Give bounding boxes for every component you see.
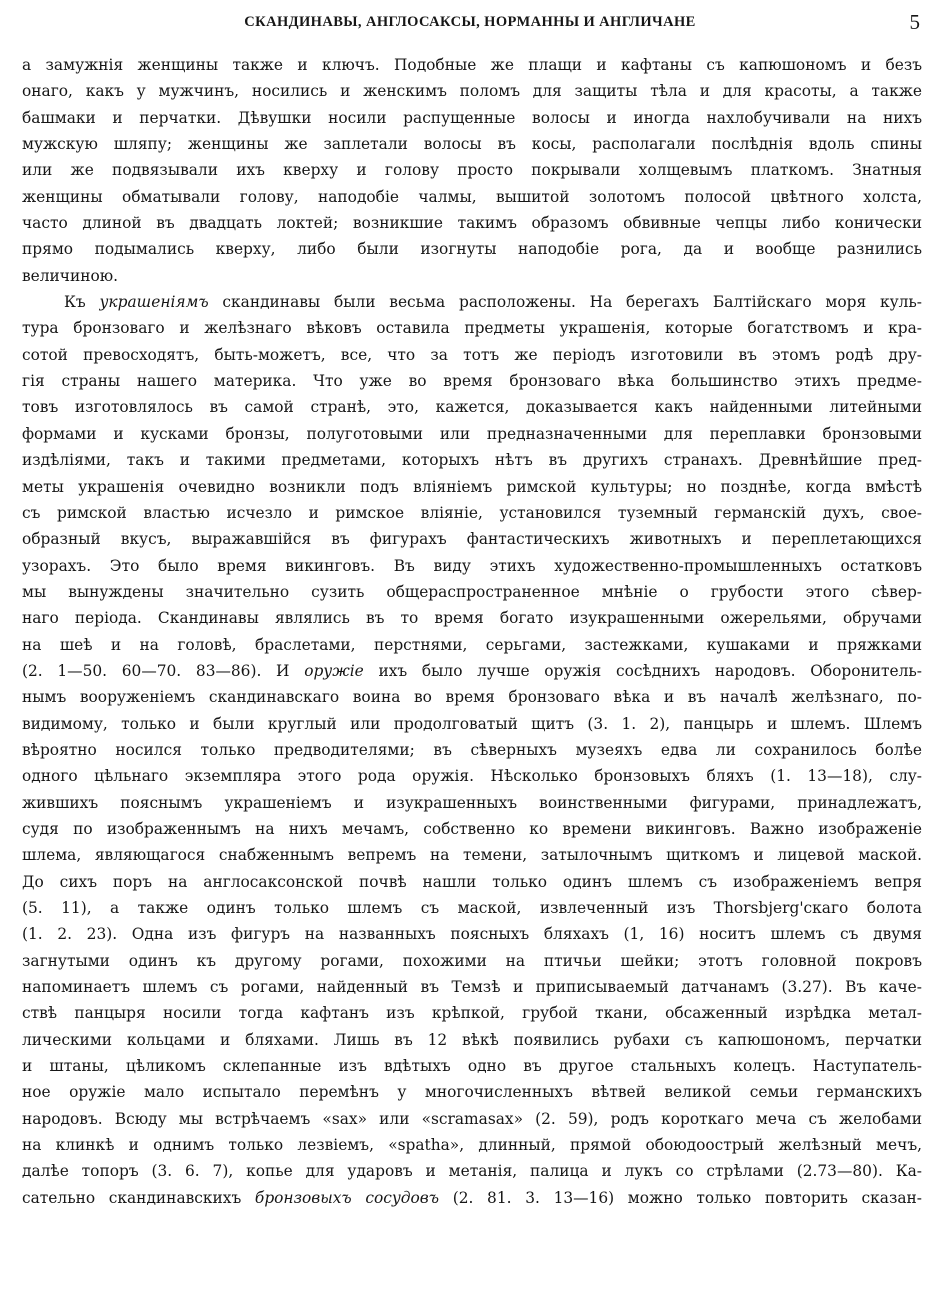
- running-title: СКАНДИНАВЫ, АНГЛОСАКСЫ, НОРМАННЫ И АНГЛИЧАНЕ: [244, 14, 696, 30]
- text-line: [22, 526, 922, 552]
- text-line: [22, 605, 922, 631]
- text-line: [22, 1158, 922, 1184]
- text-run: До сихъ поръ на англосаксонской почвѣ нашли только одинъ шлемъ съ изображеніемъ вепря: [22, 872, 922, 891]
- text-run: (2. 1—50. 60—70. 83—86). И: [22, 661, 305, 680]
- text-run: или же подвязывали ихъ кверху и голову просто покрывали холщевымъ платкомъ. Знатныя: [22, 161, 922, 180]
- text-run: шлема, являющагося снабженнымъ вепремъ на темени, затылочнымъ щиткомъ и лицевой маской.: [22, 846, 922, 865]
- text-run: судя по изображеннымъ на нихъ мечамъ, собственно ко времени викинговъ. Важно изображеніе: [22, 819, 922, 838]
- text-line: [22, 842, 922, 868]
- text-line: [22, 421, 922, 447]
- body-text: [22, 52, 922, 1211]
- text-line: [22, 210, 922, 236]
- text-run: видимому, только и были круглый или продолговатый щитъ (3. 1. 2), панцырь и шлемъ. Шлемъ: [22, 714, 922, 733]
- text-run: мужскую шляпу; женщины же заплетали волосы въ косы, располагали послѣднія вдоль спины: [22, 135, 922, 154]
- text-line: [22, 711, 922, 737]
- text-run: прямо подымались кверху, либо были изогнуты наподобіе рога, да и вообще разнились: [22, 240, 922, 259]
- text-line: [22, 553, 922, 579]
- text-line: [22, 816, 922, 842]
- text-run: и штаны, цѣликомъ склепанные изъ вдѣтыхъ одно въ другое стальныхъ колецъ. Наступатель-: [22, 1057, 922, 1076]
- text-line: [22, 78, 922, 104]
- text-run: народовъ. Всюду мы встрѣчаемъ «sax» или «scramasax» (2. 59), родъ короткаго меча съ желобами: [22, 1109, 922, 1128]
- text-line: [22, 368, 922, 394]
- text-line: [22, 658, 922, 684]
- text-line: [22, 236, 922, 262]
- text-run: загнутыми одинъ къ другому рогами, похожими на птичьи шейки; этотъ головной покровъ: [22, 951, 922, 970]
- text-line: [22, 684, 922, 710]
- text-line: [22, 447, 922, 473]
- text-line: [22, 1132, 922, 1158]
- text-run: узорахъ. Это было время викинговъ. Въ виду этихъ художественно-промышленныхъ остатковъ: [22, 556, 922, 575]
- emphasized-term: бронзовыхъ сосудовъ: [254, 1188, 440, 1207]
- text-run: а замужнія женщины также и ключъ. Подобные же плащи и кафтаны съ капюшономъ и безъ: [22, 56, 922, 74]
- text-run: далѣе топоръ (3. 6. 7), копье для ударовъ и метанія, палица и лукъ со стрѣлами (2.73—80). Ка-: [22, 1162, 922, 1181]
- text-run: (5. 11), а также одинъ только шлемъ съ маской, извлеченный изъ Thorsbjerg'скаго болота: [22, 899, 922, 917]
- running-header: [20, 10, 920, 38]
- text-run: часто длиной въ двадцать локтей; возникшие такимъ образомъ обвивные чепцы либо конически: [22, 214, 922, 233]
- text-line: [22, 790, 922, 816]
- text-line: [22, 737, 922, 763]
- text-run: сотой превосходятъ, быть-можетъ, все, что за тотъ же періодъ изготовили въ этомъ родѣ дру-: [22, 345, 922, 364]
- text-run: наго періода. Скандинавы являлись въ то время богато изукрашенными ожерельями, обручами: [22, 609, 922, 628]
- text-line: [22, 948, 922, 974]
- text-run: гія страны нашего материка. Что уже во время бронзоваго вѣка большинство этихъ предме-: [22, 372, 922, 391]
- text-line: [22, 1106, 922, 1132]
- emphasized-term: украшеніямъ: [99, 293, 209, 312]
- text-run: башмаки и перчатки. Дѣвушки носили распущенные волосы и иногда нахлобучивали на нихъ: [22, 108, 922, 127]
- text-line: [22, 157, 922, 183]
- text-run: мы вынуждены значительно сузить общераспространенное мнѣніе о грубости этого сѣвер-: [22, 582, 922, 601]
- text-run: тура бронзоваго и желѣзнаго вѣковъ оставила предметы украшенія, которые богатствомъ и кра-: [22, 319, 922, 338]
- text-run: образный вкусъ, выражавшійся въ фигурахъ фантастическихъ животныхъ и переплетающихся: [22, 530, 922, 549]
- text-run: Къ: [64, 293, 100, 312]
- text-run: одного цѣльнаго экземпляра этого рода оружія. Нѣсколько бронзовыхъ бляхъ (1. 13—18), слу-: [22, 767, 922, 786]
- text-run: (2. 81. 3. 13—16) можно только повторить сказан-: [439, 1188, 922, 1207]
- text-line: [22, 579, 922, 605]
- text-line: [22, 921, 922, 947]
- text-run: вѣроятно носился только предводителями; въ сѣверныхъ музеяхъ едва ли сохранилось болѣе: [22, 740, 922, 759]
- text-line: [22, 1079, 922, 1105]
- text-run: величиною.: [22, 266, 119, 285]
- text-line: [22, 974, 922, 1000]
- text-line: [22, 52, 922, 78]
- paragraph: [22, 289, 922, 1211]
- text-line: [22, 1185, 922, 1211]
- text-run: напоминаетъ шлемъ съ рогами, найденный въ Темзѣ и приписываемый датчанамъ (3.27). Въ каче-: [22, 978, 922, 997]
- text-run: ствѣ панцыря носили тогда кафтанъ изъ крѣпкой, грубой ткани, обсаженный изрѣдка метал-: [22, 1004, 922, 1023]
- text-line: [22, 763, 922, 789]
- text-run: издѣліями, такъ и такими предметами, которыхъ нѣтъ въ другихъ странахъ. Древнѣйшие пред-: [22, 451, 922, 470]
- text-line: [22, 869, 922, 895]
- text-run: товъ изготовлялось въ самой странѣ, это, кажется, доказывается какъ найденными литейными: [22, 398, 922, 417]
- text-line: [22, 500, 922, 526]
- text-line: [22, 105, 922, 131]
- text-run: онаго, какъ у мужчинъ, носились и женскимъ поломъ для защиты тѣла и для красоты, а также: [22, 82, 922, 101]
- text-line: [22, 1053, 922, 1079]
- text-line: [22, 289, 922, 315]
- text-line: [22, 131, 922, 157]
- text-run: (1. 2. 23). Одна изъ фигуръ на названныхъ поясныхъ бляхахъ (1, 16) носитъ шлемъ съ двумя: [22, 925, 922, 944]
- text-run: жившихъ пояснымъ украшеніемъ и изукрашенныхъ воинственными фигурами, принадлежатъ,: [22, 793, 922, 812]
- emphasized-term: оружіе: [304, 661, 364, 680]
- text-line: [22, 632, 922, 658]
- text-run: меты украшенія очевидно возникли подъ вліяніемъ римской культуры; но позднѣе, когда вмѣстѣ: [22, 477, 922, 496]
- text-run: лическими кольцами и бляхами. Лишь въ 12 вѣкѣ появились рубахи съ капюшономъ, перчатки: [22, 1030, 922, 1049]
- text-line: [22, 474, 922, 500]
- text-line: [22, 315, 922, 341]
- text-run: формами и кусками бронзы, полуготовыми или предназначенными для переплавки бронзовыми: [22, 424, 922, 443]
- paragraph: [22, 52, 922, 289]
- text-line: [22, 895, 922, 921]
- text-run: ное оружіе мало испытало перемѣнъ у многочисленныхъ вѣтвей великой семьи германскихъ: [22, 1083, 922, 1102]
- text-run: на шеѣ и на головѣ, браслетами, перстнями, серьгами, застежками, кушаками и пряжками: [22, 635, 922, 654]
- text-line: [22, 1000, 922, 1026]
- text-run: женщины обматывали голову, наподобіе чалмы, вышитой золотомъ полосой цвѣтного холста,: [22, 187, 922, 206]
- text-run: ихъ было лучше оружія сосѣднихъ народовъ. Оборонитель-: [363, 661, 922, 680]
- text-run: нымъ вооруженіемъ скандинавскаго воина во время бронзоваго вѣка и въ началѣ желѣзнаго, по-: [22, 688, 922, 707]
- text-line: [22, 263, 922, 289]
- text-line: [22, 184, 922, 210]
- text-line: [22, 394, 922, 420]
- text-run: сательно скандинавскихъ: [22, 1188, 255, 1207]
- text-run: съ римской властью исчезло и римское вліяніе, установился туземный германскій духъ, свое-: [22, 503, 922, 522]
- page-number: 5: [909, 10, 920, 34]
- text-line: [22, 1027, 922, 1053]
- text-run: скандинавы были весьма расположены. На берегахъ Балтійскаго моря куль-: [208, 293, 922, 312]
- text-run: на клинкѣ и однимъ только лезвіемъ, «spatha», длинный, прямой обоюдоострый желѣзный мечъ,: [22, 1136, 922, 1155]
- text-line: [22, 342, 922, 368]
